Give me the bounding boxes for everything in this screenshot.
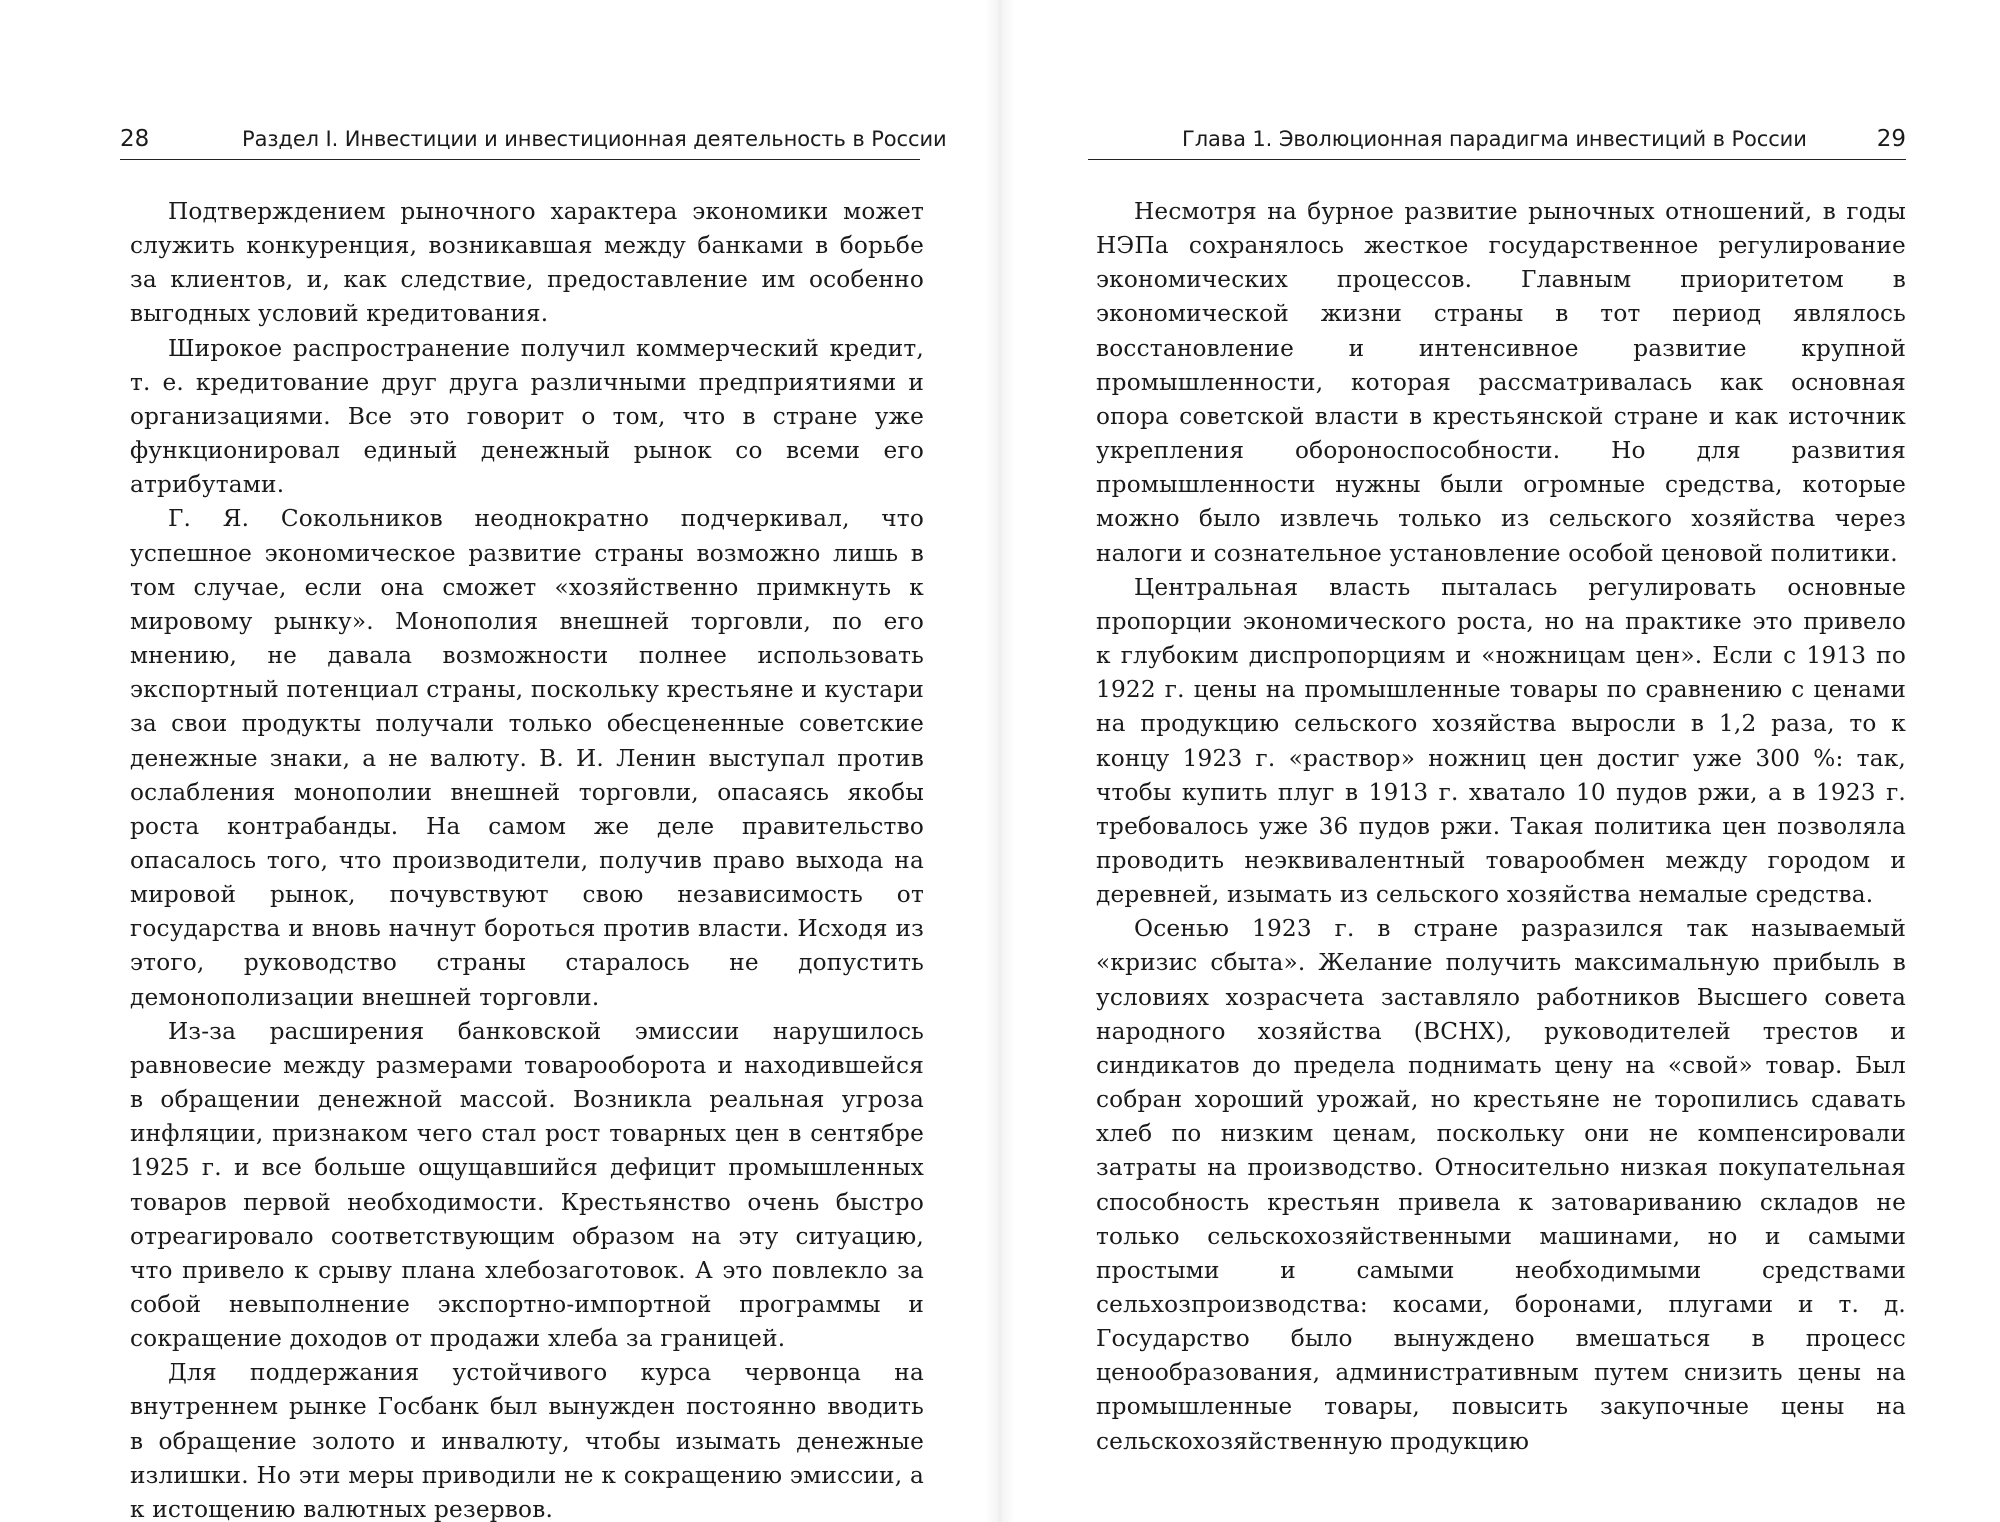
right-header-rule bbox=[1088, 159, 1906, 160]
left-body-text bbox=[130, 195, 924, 1522]
left-page bbox=[0, 0, 985, 1522]
left-page-number: 28 bbox=[120, 126, 150, 152]
paragraph: Центральная власть пыталась регулировать основные пропорции экономического роста, но на практике это привело к глубоким диспропорциям и «ножницам цен». Если с 1913 по 1922 г. цены на промышленные товары по сравнению с ценами на продукцию сельского хозяйства выросли в 1,2 раза, то к концу 1923 г. «раствор» ножниц цен достиг уже 300 %: так, чтобы купить плуг в 1913 г. хватало 10 пудов ржи, а в 1923 г. требовалось уже 36 пудов ржи. Такая политика цен позволяла проводить неэквивалентный товарообмен между городом и деревней, изымать из сельского хозяйства немалые средства. bbox=[1096, 573, 1906, 909]
left-header-rule bbox=[120, 159, 920, 160]
paragraph: Несмотря на бурное развитие рыночных отношений, в годы НЭПа сохранялось жесткое государственное регулирование экономических процессов. Главным приоритетом в экономической жизни страны в тот период являлось восстановление и интенсивное развитие крупной промышленности, которая рассматривалась как основная опора советской власти в крестьянской стране и как источник укрепления обороноспособности. Но для развития промышленности нужны были огромные средства, которые можно было извлечь только из сельского хозяйства через налоги и сознательное установление особой ценовой политики. bbox=[1096, 198, 1906, 567]
paragraph: Для поддержания устойчивого курса червонца на внутреннем рынке Госбанк был вынужден постоянно вводить в обращение золото и инвалюту, чтобы изымать денежные излишки. Но эти меры приводили не к сокращению эмиссии, а к истощению валютных резервов. bbox=[130, 1359, 924, 1522]
right-page bbox=[1015, 0, 2000, 1522]
right-body-text bbox=[1096, 195, 1906, 1459]
book-gutter bbox=[985, 0, 1015, 1522]
right-page-number: 29 bbox=[1876, 126, 1906, 152]
left-running-head bbox=[120, 126, 947, 162]
paragraph: Из-за расширения банковской эмиссии нарушилось равновесие между размерами товарооборота и находившейся в обращении денежной массой. Возникла реальная угроза инфляции, признаком чего стал рост товарных цен в сентябре 1925 г. и все больше ощущавшийся дефицит промышленных товаров первой необходимости. Крестьянство очень быстро отреагировало соответствующим образом на эту ситуацию, что привело к срыву плана хлебозаготовок. А это повлекло за собой невыполнение экспортно-импортной программы и сокращение доходов от продажи хлеба за границей. bbox=[130, 1017, 924, 1353]
right-running-head bbox=[1088, 126, 1906, 162]
paragraph: Подтверждением рыночного характера экономики может служить конкуренция, возникавшая между банками в борьбе за клиентов, и, как следствие, предоставление им особенно выгодных условий кредитования. bbox=[130, 198, 924, 328]
paragraph: Осенью 1923 г. в стране разразился так называемый «кризис сбыта». Желание получить максимальную прибыль в условиях хозрасчета заставляло работников Высшего совета народного хозяйства (ВСНХ), руководителей трестов и синдикатов до предела поднимать цену на «свой» товар. Был собран хороший урожай, но крестьяне не торопились сдавать хлеб по низким ценам, поскольку они не компенсировали затраты на производство. Относительно низкая покупательная способность крестьян привела к затовариванию складов не только сельскохозяйственными машинами, но и самыми простыми и самыми необходимыми средствами сельхозпроизводства: косами, боронами, плугами и т. д. Государство было вынуждено вмешаться в процесс ценообразования, административным путем снизить цены на промышленные товары, повысить закупочные цены на сельскохозяйственную продукцию bbox=[1096, 915, 1906, 1455]
right-chapter-title: Глава 1. Эволюционная парадигма инвестиций в России bbox=[1182, 127, 1807, 151]
paragraph: Широкое распространение получил коммерческий кредит, т. е. кредитование друг друга различными предприятиями и организациями. Все это говорит о том, что в стране уже функционировал единый денежный рынок со всеми его атрибутами. bbox=[130, 334, 924, 499]
left-section-title: Раздел I. Инвестиции и инвестиционная деятельность в России bbox=[242, 127, 947, 151]
paragraph: Г. Я. Сокольников неоднократно подчеркивал, что успешное экономическое развитие страны возможно лишь в том случае, если она сможет «хозяйственно примкнуть к мировому рынку». Монополия внешней торговли, по его мнению, не давала возможности полнее использовать экспортный потенциал страны, поскольку крестьяне и кустари за свои продукты получали только обесцененные советские денежные знаки, а не валюту. В. И. Ленин выступал против ослабления монополии внешней торговли, опасаясь якобы роста контрабанды. На самом же деле правительство опасалось того, что производители, получив право выхода на мировой рынок, почувствуют свою независимость от государства и вновь начнут бороться против власти. Исходя из этого, руководство страны старалось не допустить демонополизации внешней торговли. bbox=[130, 505, 925, 1011]
